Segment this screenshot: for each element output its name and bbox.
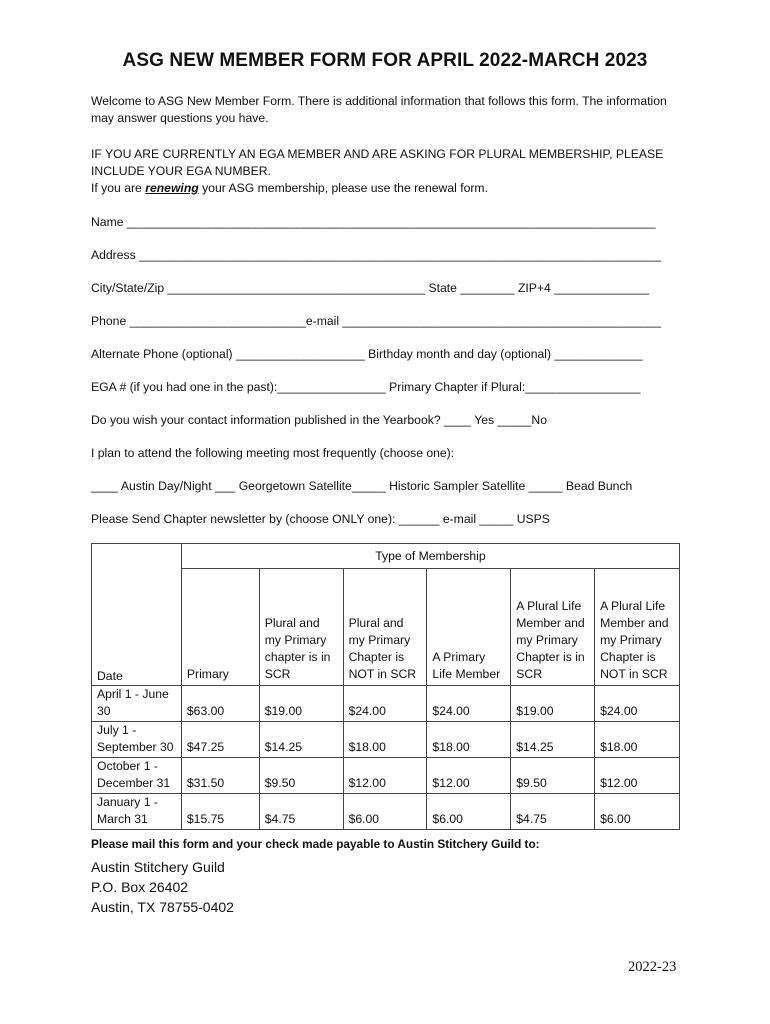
table-row xyxy=(92,758,680,794)
price-cell: $6.00 xyxy=(343,794,427,830)
price-cell: $18.00 xyxy=(427,722,511,758)
price-cell: $12.00 xyxy=(343,758,427,794)
ega-note: IF YOU ARE CURRENTLY AN EGA MEMBER AND ARE ASKING FOR PLURAL MEMBERSHIP, PLEASE INCLUDE YOUR EGA NUMBER. xyxy=(91,147,664,178)
column-header: A Primary Life Member xyxy=(427,569,511,686)
table-row xyxy=(92,794,680,830)
address-field[interactable]: Address _____________________________________________________________________________ xyxy=(91,248,662,262)
date-cell: January 1 - March 31 xyxy=(92,794,182,830)
price-cell: $14.25 xyxy=(511,722,595,758)
date-header: Date xyxy=(97,669,123,683)
price-cell: $9.50 xyxy=(511,758,595,794)
alternate-phone-birthday-field[interactable]: Alternate Phone (optional) ___________________ Birthday month and day (optional) _____________ xyxy=(91,347,643,361)
renewing-word: renewing xyxy=(145,181,199,195)
page-footer: 2022-23 xyxy=(628,959,677,975)
meeting-choices[interactable]: ____ Austin Day/Night ___ Georgetown Satellite_____ Historic Sampler Satellite _____ Bead Bunch xyxy=(91,479,633,493)
price-cell: $24.00 xyxy=(427,686,511,722)
address-line-1: Austin Stitchery Guild xyxy=(91,859,225,875)
date-cell: October 1 - December 31 xyxy=(92,758,182,794)
price-cell: $18.00 xyxy=(343,722,427,758)
price-cell: $14.25 xyxy=(259,722,343,758)
meeting-attend-prompt: I plan to attend the following meeting most frequently (choose one): xyxy=(91,446,455,460)
renewal-suffix: your ASG membership, please use the renewal form. xyxy=(198,181,488,195)
membership-type-header: Type of Membership xyxy=(181,544,679,569)
city-state-zip-field[interactable]: City/State/Zip ______________________________________ State ________ ZIP+4 ______________ xyxy=(91,281,650,295)
page-title: ASG NEW MEMBER FORM FOR APRIL 2022-MARCH 2023 xyxy=(122,50,648,71)
column-header: A Plural Life Member and my Primary Chapter is in SCR xyxy=(511,569,595,686)
membership-fee-table xyxy=(91,543,680,830)
address-line-2: P.O. Box 26402 xyxy=(91,879,189,895)
ega-number-field[interactable]: EGA # (if you had one in the past):________________ Primary Chapter if Plural:_________________ xyxy=(91,380,641,394)
date-header-cell xyxy=(92,544,182,686)
price-cell: $19.00 xyxy=(259,686,343,722)
address-line-3: Austin, TX 78755-0402 xyxy=(91,899,234,915)
column-header: Plural and my Primary chapter is in SCR xyxy=(259,569,343,686)
table-row xyxy=(92,722,680,758)
column-header: Primary xyxy=(181,569,259,686)
phone-email-field[interactable]: Phone __________________________e-mail _______________________________________________ xyxy=(91,314,661,328)
price-cell: $6.00 xyxy=(595,794,680,830)
date-cell: April 1 - June 30 xyxy=(92,686,182,722)
price-cell: $12.00 xyxy=(427,758,511,794)
mail-instructions: Please mail this form and your check made payable to Austin Stitchery Guild to: xyxy=(91,837,540,851)
price-cell: $31.50 xyxy=(181,758,259,794)
column-header: Plural and my Primary Chapter is NOT in SCR xyxy=(343,569,427,686)
column-header: A Plural Life Member and my Primary Chapter is NOT in SCR xyxy=(595,569,680,686)
table-row xyxy=(92,686,680,722)
renewal-prefix: If you are xyxy=(91,181,146,195)
price-cell: $63.00 xyxy=(181,686,259,722)
welcome-text: Welcome to ASG New Member Form. There is additional information that follows this form. The information may answer questions you have. xyxy=(91,94,667,125)
price-cell: $12.00 xyxy=(595,758,680,794)
price-cell: $24.00 xyxy=(343,686,427,722)
price-cell: $18.00 xyxy=(595,722,680,758)
yearbook-publish-question[interactable]: Do you wish your contact information published in the Yearbook? ____ Yes _____No xyxy=(91,413,547,427)
price-cell: $47.25 xyxy=(181,722,259,758)
price-cell: $24.00 xyxy=(595,686,680,722)
price-cell: $15.75 xyxy=(181,794,259,830)
name-field[interactable]: Name ______________________________________________________________________________ xyxy=(91,215,656,229)
newsletter-choice[interactable]: Please Send Chapter newsletter by (choose ONLY one): ______ e-mail _____ USPS xyxy=(91,512,550,526)
price-cell: $9.50 xyxy=(259,758,343,794)
price-cell: $6.00 xyxy=(427,794,511,830)
price-cell: $4.75 xyxy=(259,794,343,830)
price-cell: $4.75 xyxy=(511,794,595,830)
date-cell: July 1 - September 30 xyxy=(92,722,182,758)
price-cell: $19.00 xyxy=(511,686,595,722)
renewal-note xyxy=(91,180,691,197)
